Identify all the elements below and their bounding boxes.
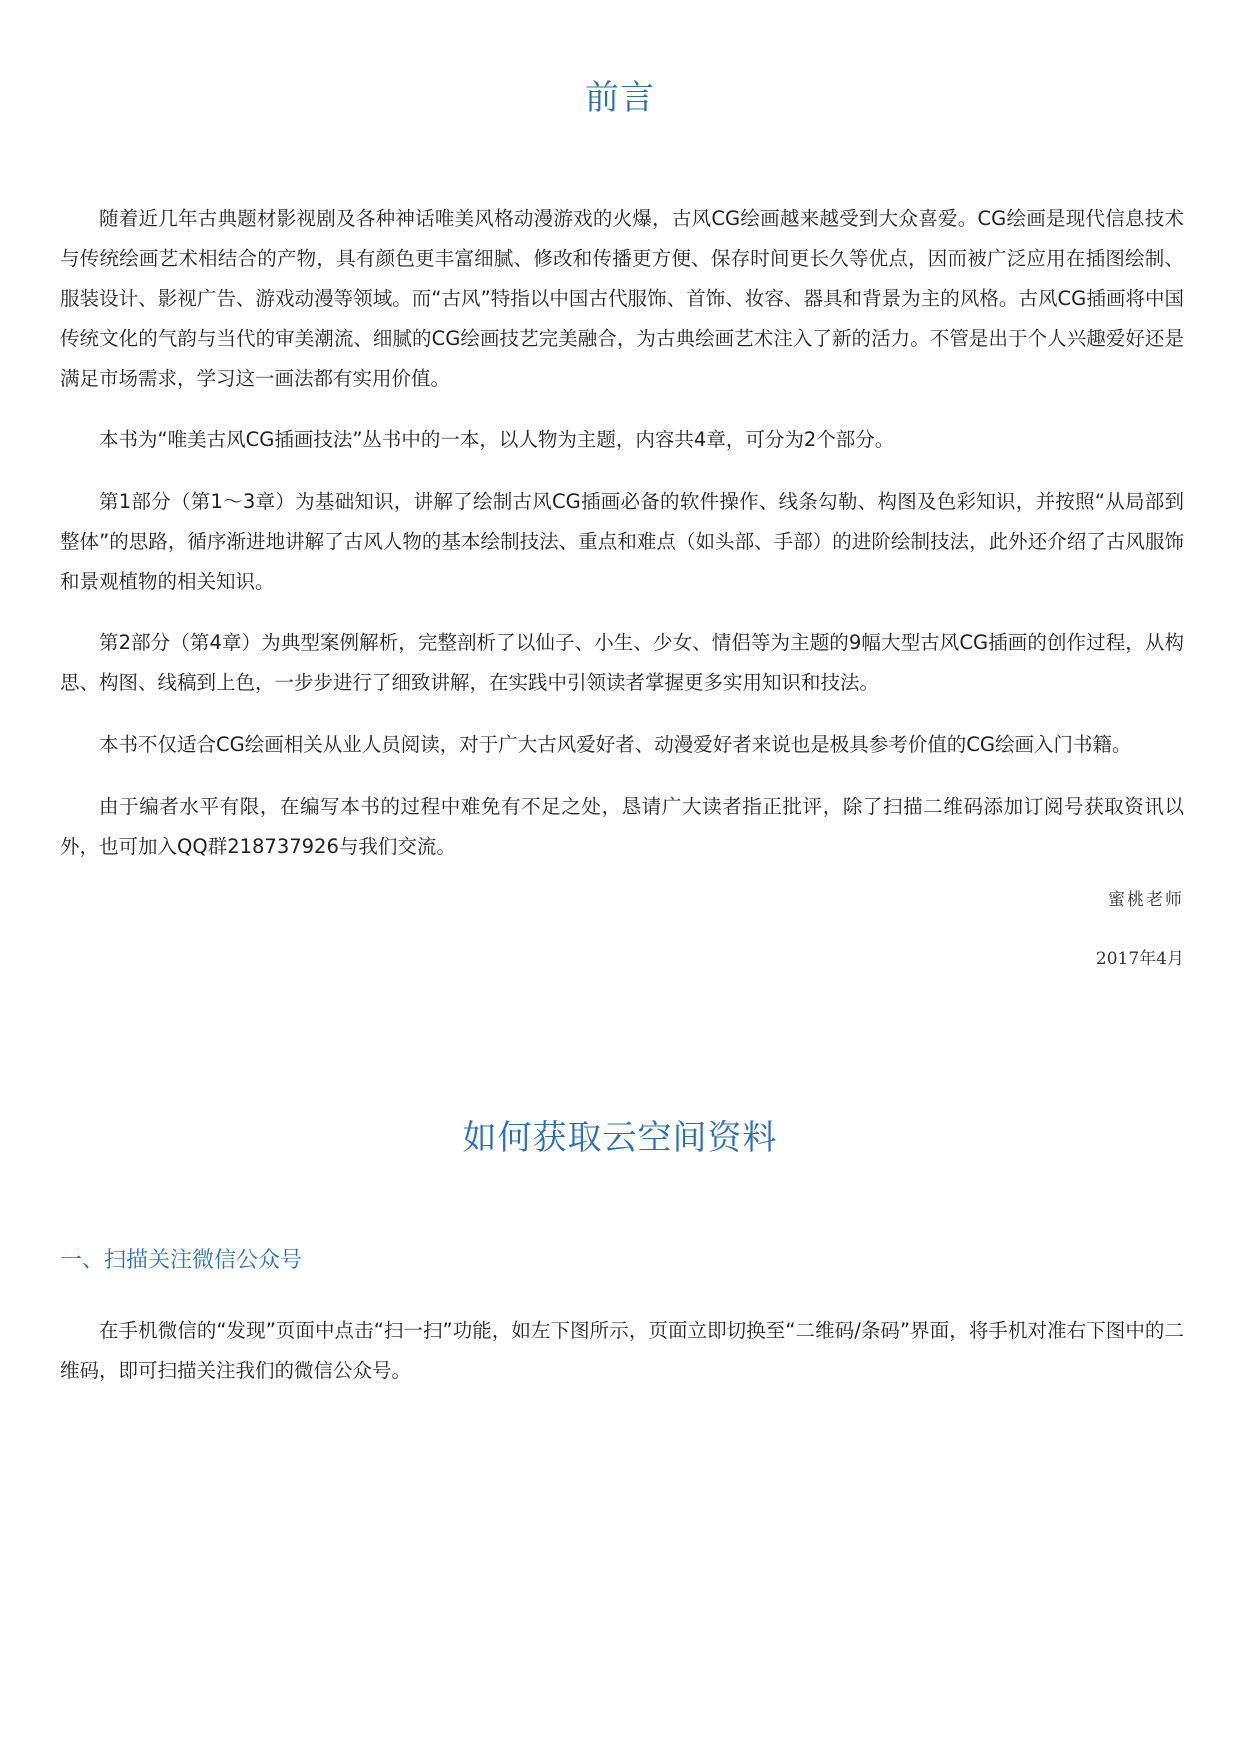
preface-paragraph-5: 本书不仅适合CG绘画相关从业人员阅读，对于广大古风爱好者、动漫爱好者来说也是极具参考价值的CG绘画入门书籍。 <box>99 733 1132 756</box>
preface-title: 前言 <box>585 78 655 118</box>
section-heading-scan-wechat: 一、扫描关注微信公众号 <box>60 1248 303 1273</box>
preface-paragraph-6: 由于编者水平有限，在编写本书的过程中难免有不足之处，恳请广大读者指正批评，除了扫描二维码添加订阅号获取资讯以外，也可加入QQ群218737926与我们交流。 <box>60 795 1184 858</box>
preface-paragraph-4: 第2部分（第4章）为典型案例解析，完整剖析了以仙子、小生、少女、情侣等为主题的9幅大型古风CG插画的创作过程，从构思、构图、线稿到上色，一步步进行了细致讲解，在实践中引领读者掌握更多实用知识和技法。 <box>60 631 1184 694</box>
preface-paragraph-2: 本书为“唯美古风CG插画技法”丛书中的一本，以人物为主题，内容共4章，可分为2个部分。 <box>99 428 895 451</box>
preface-paragraph-3: 第1部分（第1～3章）为基础知识，讲解了绘制古风CG插画必备的软件操作、线条勾勒、构图及色彩知识，并按照“从局部到整体”的思路，循序渐进地讲解了古风人物的基本绘制技法、重点和难点（如头部、手部）的进阶绘制技法，此外还介绍了古风服饰和景观植物的相关知识。 <box>60 490 1184 593</box>
preface-date: 2017年4月 <box>1095 949 1184 969</box>
cloud-resources-title: 如何获取云空间资料 <box>462 1118 778 1158</box>
scan-instructions-paragraph: 在手机微信的“发现”页面中点击“扫一扫”功能，如左下图所示，页面立即切换至“二维码/条码”界面，将手机对准右下图中的二维码，即可扫描关注我们的微信公众号。 <box>60 1319 1184 1382</box>
preface-paragraph-1: 随着近几年古典题材影视剧及各种神话唯美风格动漫游戏的火爆，古风CG绘画越来越受到大众喜爱。CG绘画是现代信息技术与传统绘画艺术相结合的产物，具有颜色更丰富细腻、修改和传播更方便、保存时间更长久等优点，因而被广泛应用在插图绘制、服装设计、影视广告、游戏动漫等领域。而“古风”特指以中国古代服饰、首饰、妆容、器具和背景为主的风格。古风CG插画将中国传统文化的气韵与当代的审美潮流、细腻的CG绘画技艺完美融合，为古典绘画艺术注入了新的活力。不管是出于个人兴趣爱好还是满足市场需求，学习这一画法都有实用价值。 <box>60 207 1184 390</box>
preface-author: 蜜桃老师 <box>1108 890 1184 910</box>
